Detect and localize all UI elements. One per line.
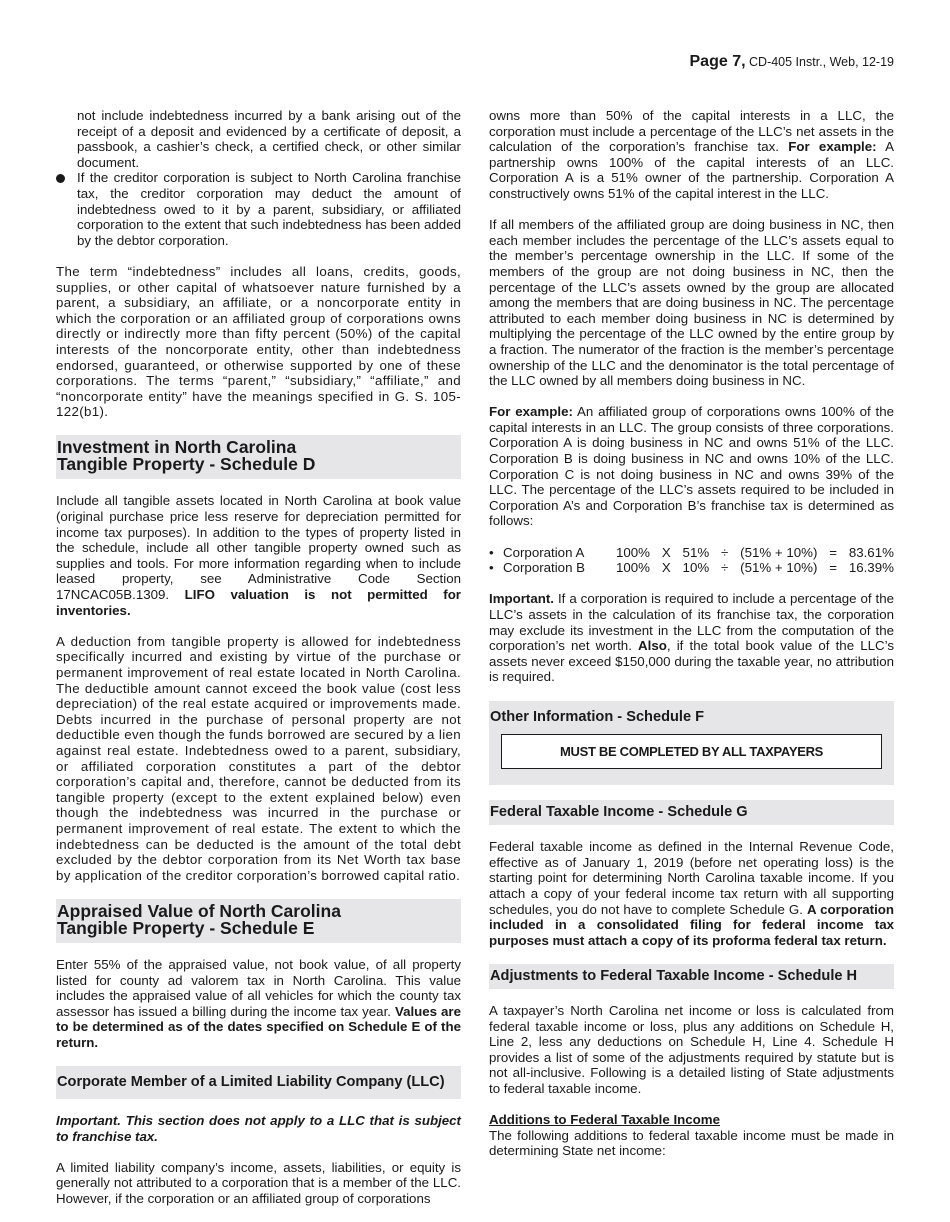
paragraph-text: , if the total book value of the LLC’s assets never exceed $150,000 during the taxable year, no attribution is required. [489,638,894,685]
paragraph-text: If a corporation is required to include a percentage of the LLC’s assets in the calculation of its franchise tax, the corporation may exclude its investment in the LLC from the computation of the corporation’s net worth. [489,591,894,654]
important-paragraph [489,591,894,685]
section-heading-schedule-g: Federal Taxable Income - Schedule G [489,800,894,825]
corporation-name: Corporation B [503,560,586,576]
paragraph-text: Include all tangible assets located in North Carolina at book value (original purchase price less reserve for depreciation permitted for income tax purposes). In addition to the types of property listed in the schedule, include all other tangible property owned such as supplies and tools. For more information regarding when to include leased property, see Administrative Code Section 17NCAC05B.1309. [56,493,461,603]
schedule-d-paragraph-1 [56,493,461,618]
formula-operator: ÷ [721,560,729,576]
formula-operator: X [661,544,671,560]
section-schedule-f [489,701,894,786]
formula-result: 83.61% [848,544,894,560]
formula-term: 51% [682,544,710,560]
calculation-row [489,560,894,576]
formula-term: 100% [616,560,651,576]
formula-term: (51% + 10%) [740,560,818,576]
paragraph-text: owns more than 50% of the capital interests in a LLC, the corporation must include a percentage of the LLC’s net assets in the calculation of the corporation’s franchise tax. [489,108,894,155]
heading-line: Tangible Property - Schedule D [57,454,316,475]
paragraph-text: An affiliated group of corporations owns 100% of the capital interests in an LLC. The group consists of three corporations. Corporation A is doing business in NC and owns 51% of the LLC. Corporation B is doing business in NC and owns 10% of the LLC. Corporation C is not doing business in NC and owns 39% of the LLC. The percentage of the LLC’s assets required to be included in Corporation A’s and Corporation B’s franchise tax is determined as follows: [489,404,894,529]
schedule-g-paragraph [489,839,894,948]
heading-line: Appraised Value of North Carolina [57,900,341,921]
section-heading-schedule-h: Adjustments to Federal Taxable Income - Schedule H [489,964,894,989]
calculation-row [489,545,894,561]
heading-line: Investment in North Carolina [57,437,297,458]
formula-term: 100% [616,544,651,560]
notice-box: MUST BE COMPLETED BY ALL TAXPAYERS [501,734,882,770]
paragraph-text: Enter 55% of the appraised value, not book value, of all property listed for county ad valorem tax in North Carolina. This value includes the appraised value of all vehicles for which the county tax assessor has issued a billing during the income tax year. [56,956,461,1019]
bullet-icon: • [489,544,494,560]
section-heading-schedule-f: Other Information - Schedule F [490,708,705,725]
left-column [56,108,461,1222]
bullet-icon [56,174,65,183]
additions-paragraph: The following additions to federal taxable income must be made in determining State net income: [489,1127,894,1159]
right-column [489,108,894,1174]
indebtedness-definition: The term “indebtedness” includes all loans, credits, goods, supplies, or other capital of whatsoever nature furnished by a parent, a subsidiary, an affiliate, or a noncorporate entity in which the corporation or an affiliated group of corporations owns directly or indirectly more than fifty percent (50%) of the capital interests of the noncorporate entity, other than indebtedness endorsed, guaranteed, or otherwise supported by one of these corporations. The terms “parent,” “subsidiary,” “affiliate,” and “noncorporate entity” have the meanings specified in G. S. 105-122(b1). [56,263,461,420]
section-heading-llc: Corporate Member of a Limited Liability Company (LLC) [56,1066,461,1099]
affiliated-group-paragraph: If all members of the affiliated group are doing business in NC, then each member includes the percentage of the LLC’s assets equal to the member’s percentage ownership in the LLC. If some of the members of the group are not doing business in NC, then the percentage of the LLC’s assets owned by the group are allocated among the members that are doing business in NC. The percentage attributed to each member doing business in NC is determined by multiplying the percentage of the LLC owned by the entire group by a fraction. The numerator of the fraction is the member’s percentage ownership of the LLC and the denominator is the total percentage of the LLC owned by all members doing business in NC. [489,217,894,389]
paragraph-text: A partnership owns 100% of the capital interests of an LLC. Corporation A is a 51% owner of the partnership. Corporation A constructively owns 51% of the capital interest in the LLC. [489,139,894,201]
formula-operator: = [829,560,837,576]
heading-line: Tangible Property - Schedule E [57,917,315,938]
page-number: Page 7, [689,53,746,70]
paragraph-bold-text: A corporation included in a consolidated filing for federal income tax purposes must attach a copy of its proforma federal tax return. [489,901,895,948]
subheading-additions: Additions to Federal Taxable Income [489,1112,721,1128]
section-heading-schedule-d [56,435,461,479]
formula-operator: ÷ [721,544,729,560]
formula-operator: = [829,544,837,560]
section-heading-schedule-e [56,899,461,943]
formula-term: 10% [682,560,710,576]
llc-continued-paragraph [489,108,894,202]
corporation-name: Corporation A [503,544,585,560]
llc-paragraph: A limited liability company’s income, assets, liabilities, or equity is generally not attributed to a corporation that is a member of the LLC. However, if the corporation or an affiliated group of corporations [56,1159,461,1207]
formula [616,545,894,561]
example-paragraph [489,404,894,529]
schedule-e-paragraph [56,957,461,1051]
form-reference: CD-405 Instr., Web, 12-19 [749,55,894,69]
formula-operator: X [661,560,671,576]
bullet-item-creditor [56,170,461,248]
formula [616,560,894,576]
formula-result: 16.39% [848,560,894,576]
paragraph-text: Federal taxable income as defined in the Internal Revenue Code, effective as of January 1, 2019 (before net operating loss) is the starting point for determining North Carolina taxable income. If you attach a copy of your federal income tax return with all supporting schedules, you do not have to complete Schedule G. [489,839,894,917]
llc-important-note: Important. This section does not apply to a LLC that is subject to franchise tax. [56,1113,461,1144]
schedule-d-paragraph-2: A deduction from tangible property is allowed for indebtedness specifically incurred and existing by virtue of the purchase or permanent improvement of real estate located in North Carolina. The deductible amount cannot exceed the book value (cost less depreciation) of the real estate acquired or improvements made. Debts incurred in the purchase of personal property are not deductible even though the funds borrowed are secured by a lien against real estate. Indebtedness owed to a parent, subsidiary, or affiliated corporation constitutes a part of the debtor corporation’s capital and, therefore, cannot be deducted from its tangible property (except to the extent explained below) even though the indebtedness was incurred in the purchase or permanent improvement of real estate. The extent to which the indebtedness can be deducted is the amount of the total debt excluded by the debtor corporation from its Net Worth tax base by application of the creditor corporation’s borrowed capital ratio. [56,633,461,883]
bullet-text: If the creditor corporation is subject to North Carolina franchise tax, the creditor corporation may deduct the amount of indebtedness owed to it by a parent, subsidiary, or affiliated corporation to the extent that such indebtedness has been added by the debtor corporation. [77,170,461,248]
paragraph-bold-text: Values are to be determined as of the dates specified on Schedule E of the return. [56,1003,461,1050]
bullet-icon: • [489,560,494,576]
paragraph-bold-text: LIFO valuation is not permitted for inventories. [56,587,461,618]
paragraph-bold-text: For example: [489,404,573,420]
schedule-h-paragraph: A taxpayer’s North Carolina net income or loss is calculated from federal taxable income or loss, plus any additions on Schedule H, Line 2, less any deductions on Schedule H, Line 4. Schedule H provides a list of some of the adjustments required by statute but is not all-inclusive. Following is a detailed listing of State adjustments to federal taxable income. [489,1002,894,1096]
continued-bullet-text: not include indebtedness incurred by a bank arising out of the receipt of a deposit and evidenced by a certificate of deposit, a passbook, a cashier’s check, a certified check, or other similar document. [77,108,461,170]
paragraph-bold-text: For example: [788,139,877,155]
calculation-list [489,545,894,576]
paragraph-bold-text: Also [638,638,667,654]
formula-term: (51% + 10%) [740,544,818,560]
paragraph-bold-text: Important. [489,591,555,607]
page-header [690,53,895,71]
